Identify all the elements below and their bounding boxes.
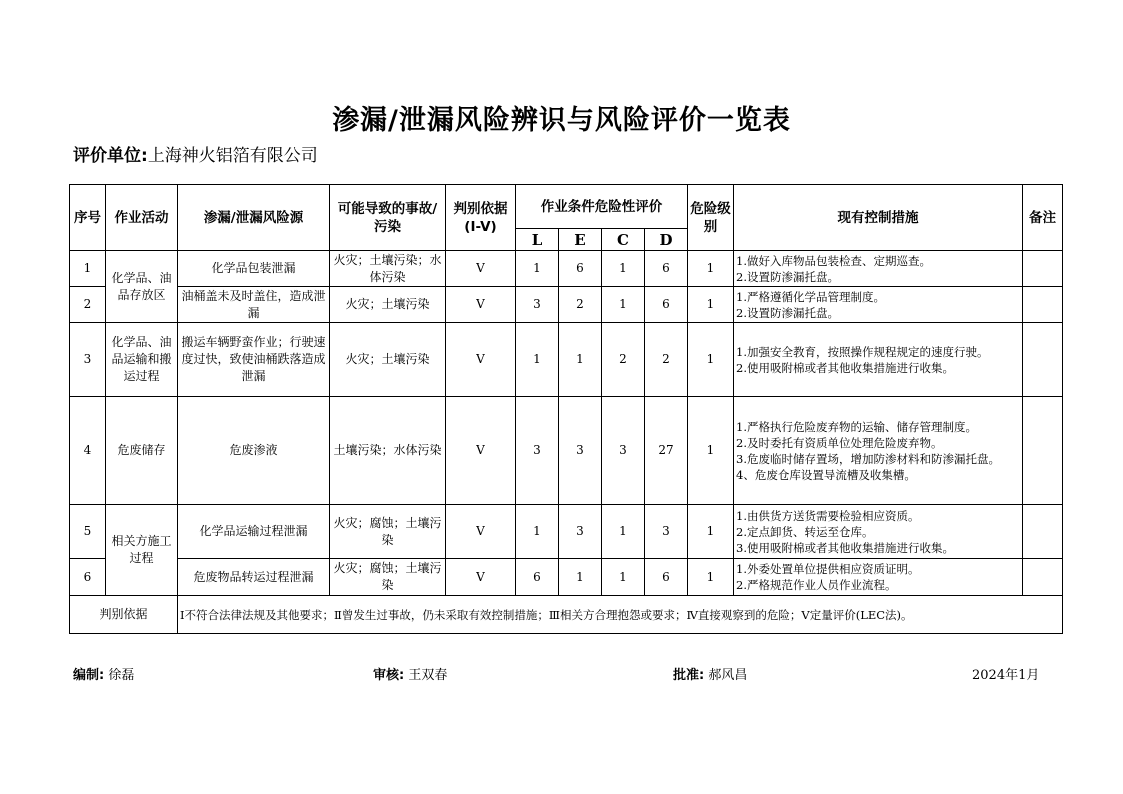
measure-line: 1.加强安全教育，按照操作规程规定的速度行驶。 xyxy=(736,344,989,359)
cell-no: 6 xyxy=(70,559,106,596)
cell-measures xyxy=(734,287,1023,323)
cell-measures xyxy=(734,505,1023,559)
compiled-label: 编制: xyxy=(73,668,105,683)
measure-line: 2.使用吸附棉或者其他收集措施进行收集。 xyxy=(736,360,954,375)
header-e: E xyxy=(559,229,602,251)
cell-no: 5 xyxy=(70,505,106,559)
cell-c: 3 xyxy=(602,397,645,505)
cell-level: 1 xyxy=(688,323,734,397)
cell-remark xyxy=(1023,397,1063,505)
cell-level: 1 xyxy=(688,251,734,287)
measure-line: 3.危废临时储存置场，增加防渗材料和防渗漏托盘。 xyxy=(736,451,1000,466)
cell-remark xyxy=(1023,559,1063,596)
reviewed-by xyxy=(373,664,447,683)
header-no: 序号 xyxy=(70,185,106,251)
measure-line: 2.设置防渗漏托盘。 xyxy=(736,269,839,284)
cell-basis: V xyxy=(446,505,516,559)
measure-line: 2.定点卸货、转运至仓库。 xyxy=(736,524,874,539)
cell-accident: 火灾；腐蚀；土壤污染 xyxy=(330,559,446,596)
cell-measures xyxy=(734,251,1023,287)
cell-remark xyxy=(1023,251,1063,287)
cell-measures xyxy=(734,323,1023,397)
cell-c: 1 xyxy=(602,505,645,559)
criteria-text: Ⅰ不符合法律法规及其他要求；Ⅱ曾发生过事故，仍未采取有效控制措施；Ⅲ相关方合理抱怨或要求；Ⅳ直接观察到的危险；V定量评价(LEC法)。 xyxy=(178,596,1063,634)
cell-d: 6 xyxy=(645,251,688,287)
cell-remark xyxy=(1023,505,1063,559)
cell-measures xyxy=(734,559,1023,596)
header-activity: 作业活动 xyxy=(106,185,178,251)
cell-l: 1 xyxy=(516,505,559,559)
cell-no: 1 xyxy=(70,251,106,287)
cell-activity: 化学品、油品存放区 xyxy=(106,251,178,323)
table-row xyxy=(70,323,1063,397)
measure-line: 1.外委处置单位提供相应资质证明。 xyxy=(736,562,920,576)
table-row xyxy=(70,397,1063,505)
table-row xyxy=(70,505,1063,559)
measure-line: 1.做好入库物品包装检查、定期巡查。 xyxy=(736,253,931,268)
header-level: 危险级别 xyxy=(688,185,734,251)
table-row xyxy=(70,251,1063,287)
measure-line: 1.严格遵循化学品管理制度。 xyxy=(736,289,885,304)
measure-line: 3.使用吸附棉或者其他收集措施进行收集。 xyxy=(736,540,954,555)
cell-accident: 土壤污染；水体污染 xyxy=(330,397,446,505)
cell-l: 3 xyxy=(516,287,559,323)
cell-level: 1 xyxy=(688,397,734,505)
cell-c: 1 xyxy=(602,287,645,323)
cell-source: 化学品运输过程泄漏 xyxy=(178,505,330,559)
cell-accident: 火灾；土壤污染 xyxy=(330,287,446,323)
header-accident: 可能导致的事故/污染 xyxy=(330,185,446,251)
cell-e: 6 xyxy=(559,251,602,287)
header-basis: 判别依据(I-V) xyxy=(446,185,516,251)
cell-basis: V xyxy=(446,251,516,287)
approve-label: 批准: xyxy=(673,668,705,683)
cell-source: 危废物品转运过程泄漏 xyxy=(178,559,330,596)
measure-line: 2.严格规范作业人员作业流程。 xyxy=(736,578,897,592)
cell-remark xyxy=(1023,323,1063,397)
cell-source: 油桶盖未及时盖住，造成泄漏 xyxy=(178,287,330,323)
cell-remark xyxy=(1023,287,1063,323)
cell-no: 3 xyxy=(70,323,106,397)
cell-d: 3 xyxy=(645,505,688,559)
cell-c: 2 xyxy=(602,323,645,397)
cell-basis: V xyxy=(446,559,516,596)
cell-d: 27 xyxy=(645,397,688,505)
cell-l: 1 xyxy=(516,323,559,397)
cell-activity: 化学品、油品运输和搬运过程 xyxy=(106,323,178,397)
cell-no: 4 xyxy=(70,397,106,505)
cell-l: 1 xyxy=(516,251,559,287)
cell-e: 1 xyxy=(559,323,602,397)
header-c: C xyxy=(602,229,645,251)
header-measures: 现有控制措施 xyxy=(734,185,1023,251)
header-source: 渗漏/泄漏风险源 xyxy=(178,185,330,251)
cell-activity: 危废储存 xyxy=(106,397,178,505)
cell-e: 3 xyxy=(559,397,602,505)
cell-d: 6 xyxy=(645,559,688,596)
cell-accident: 火灾；土壤污染；水体污染 xyxy=(330,251,446,287)
evaluation-unit-value: 上海神火铝箔有限公司 xyxy=(147,146,318,166)
compiled-by xyxy=(73,664,134,683)
cell-activity: 相关方施工过程 xyxy=(106,505,178,596)
cell-basis: V xyxy=(446,323,516,397)
cell-no: 2 xyxy=(70,287,106,323)
criteria-label: 判别依据 xyxy=(70,596,178,634)
measure-line: 4、危废仓库设置导流槽及收集槽。 xyxy=(736,467,916,482)
cell-accident: 火灾；土壤污染 xyxy=(330,323,446,397)
cell-l: 6 xyxy=(516,559,559,596)
cell-c: 1 xyxy=(602,251,645,287)
cell-c: 1 xyxy=(602,559,645,596)
cell-basis: V xyxy=(446,397,516,505)
cell-source: 化学品包装泄漏 xyxy=(178,251,330,287)
criteria-row xyxy=(70,596,1063,634)
cell-level: 1 xyxy=(688,505,734,559)
evaluation-unit xyxy=(73,141,318,166)
cell-basis: V xyxy=(446,287,516,323)
table-row xyxy=(70,559,1063,596)
cell-d: 6 xyxy=(645,287,688,323)
measure-line: 1.严格执行危险废弃物的运输、储存管理制度。 xyxy=(736,419,977,434)
measure-line: 2.设置防渗漏托盘。 xyxy=(736,305,839,320)
measure-line: 1.由供货方送货需要检验相应资质。 xyxy=(736,508,920,523)
cell-e: 1 xyxy=(559,559,602,596)
cell-l: 3 xyxy=(516,397,559,505)
header-remark: 备注 xyxy=(1023,185,1063,251)
cell-source: 搬运车辆野蛮作业；行驶速度过快，致使油桶跌落造成泄漏 xyxy=(178,323,330,397)
cell-level: 1 xyxy=(688,287,734,323)
measure-line: 2.及时委托有资质单位处理危险废弃物。 xyxy=(736,435,943,450)
compiled-value: 徐磊 xyxy=(108,668,135,683)
review-label: 审核: xyxy=(373,668,405,683)
cell-e: 2 xyxy=(559,287,602,323)
header-d: D xyxy=(645,229,688,251)
evaluation-unit-label: 评价单位: xyxy=(73,146,148,166)
cell-d: 2 xyxy=(645,323,688,397)
review-value: 王双春 xyxy=(408,668,448,683)
cell-measures xyxy=(734,397,1023,505)
cell-level: 1 xyxy=(688,559,734,596)
cell-source: 危废渗液 xyxy=(178,397,330,505)
approve-value: 郝风昌 xyxy=(708,668,748,683)
cell-e: 3 xyxy=(559,505,602,559)
table-row xyxy=(70,287,1063,323)
cell-accident: 火灾；腐蚀；土壤污染 xyxy=(330,505,446,559)
document-date: 2024年1月 xyxy=(972,668,1040,683)
approved-by xyxy=(673,664,747,683)
header-lec: 作业条件危险性评价 xyxy=(516,185,688,229)
page-title: 渗漏/泄漏风险辨识与风险评价一览表 xyxy=(332,105,791,136)
risk-table xyxy=(69,184,1063,634)
header-l: L xyxy=(516,229,559,251)
